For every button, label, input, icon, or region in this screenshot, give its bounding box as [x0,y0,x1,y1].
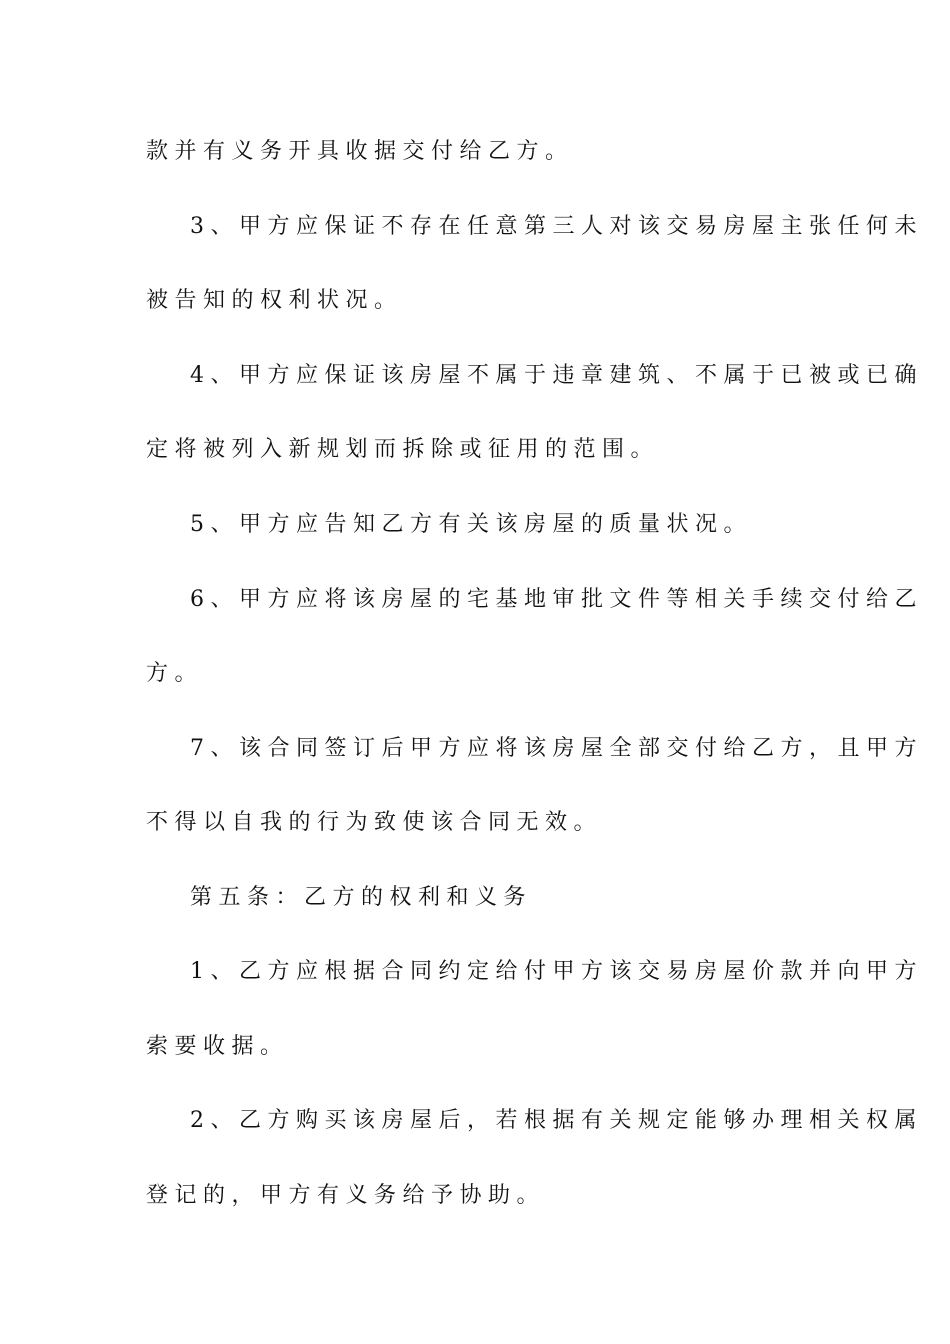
paragraph-line: 2、乙方购买该房屋后，若根据有关规定能够办理相关权属 [190,1108,923,1133]
paragraph-line: 登记的，甲方有义务给予协助。 [146,1183,546,1208]
paragraph-line: 5、甲方应告知乙方有关该房屋的质量状况。 [190,512,752,537]
section-heading: 第五条：乙方的权利和义务 [190,885,533,910]
paragraph-line: 不得以自我的行为致使该合同无效。 [146,810,603,835]
paragraph-line: 被告知的权利状况。 [146,288,403,313]
paragraph-line: 定将被列入新规划而拆除或征用的范围。 [146,437,660,462]
paragraph-line: 1、乙方应根据合同约定给付甲方该交易房屋价款并向甲方 [190,959,923,984]
paragraph-line: 方。 [146,661,204,686]
paragraph-line: 3、甲方应保证不存在任意第三人对该交易房屋主张任何未 [190,214,923,239]
paragraph-line: 款并有义务开具收据交付给乙方。 [146,139,574,164]
paragraph-line: 4、甲方应保证该房屋不属于违章建筑、不属于已被或已确 [190,363,923,388]
paragraph-line: 索要收据。 [146,1034,289,1059]
paragraph-line: 7、该合同签订后甲方应将该房屋全部交付给乙方，且甲方 [190,736,923,761]
paragraph-line: 6、甲方应将该房屋的宅基地审批文件等相关手续交付给乙 [190,587,923,612]
